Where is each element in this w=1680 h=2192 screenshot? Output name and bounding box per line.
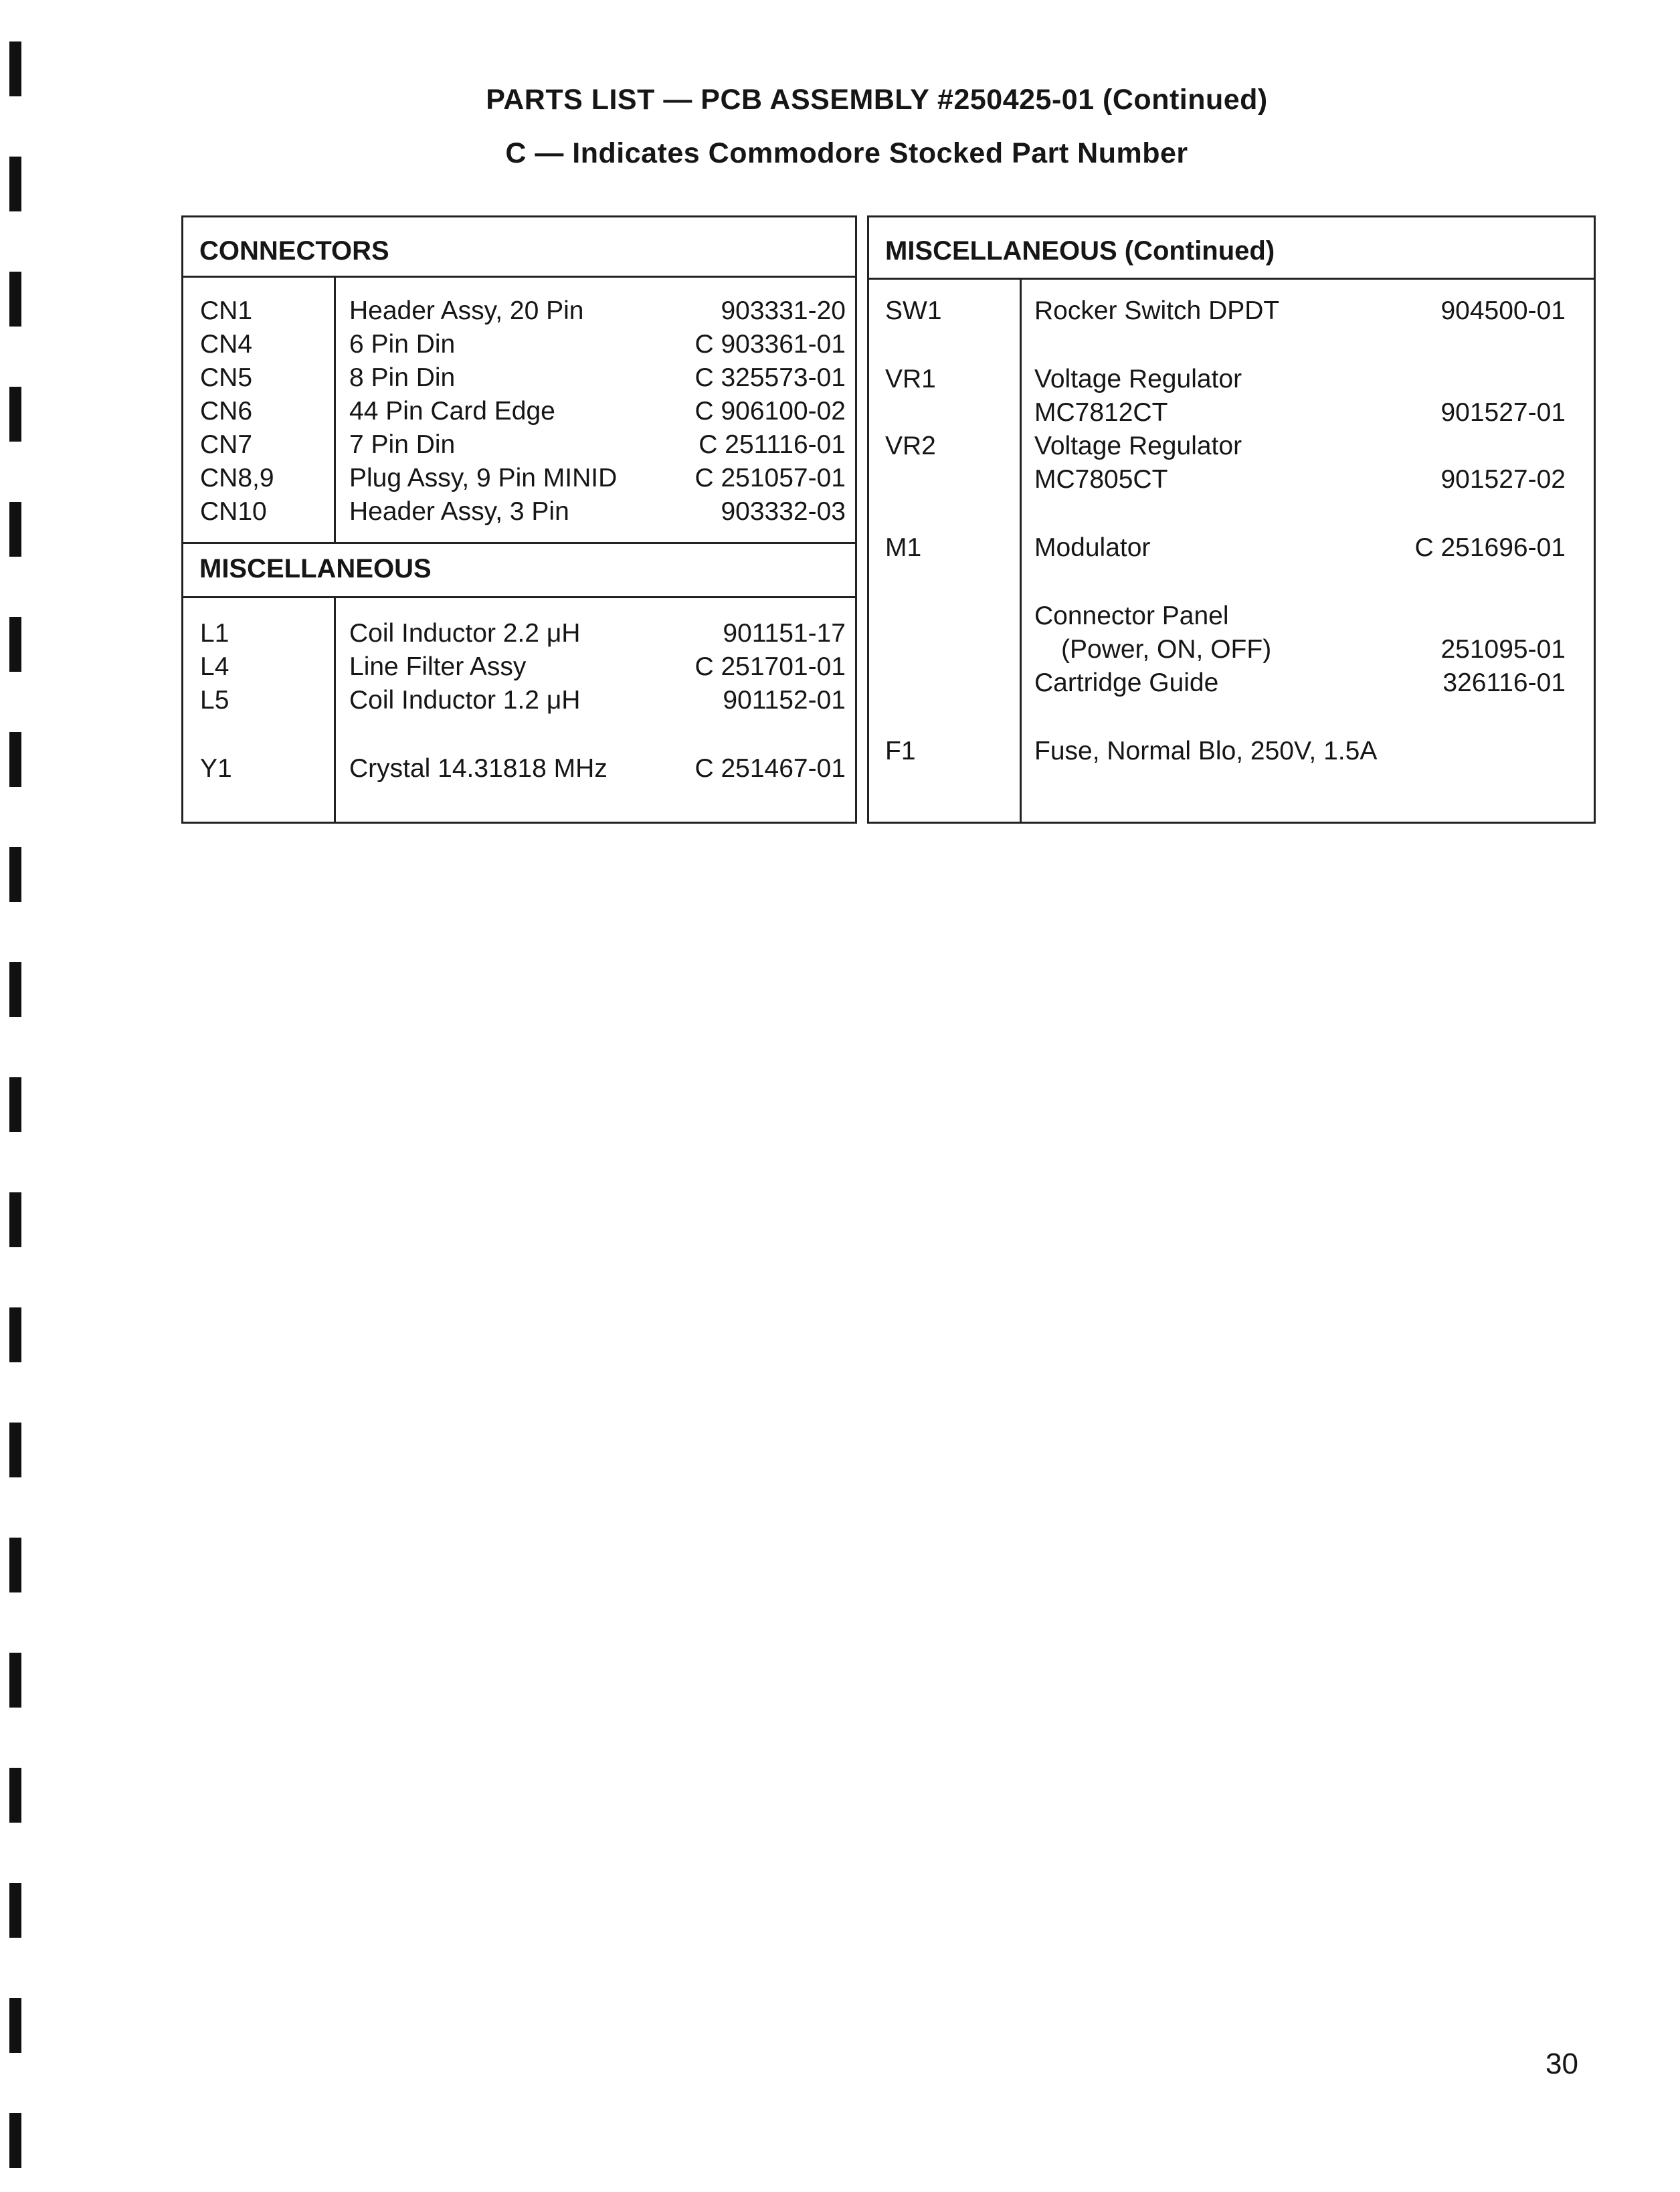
binding-hole	[9, 502, 21, 557]
binding-hole	[9, 847, 21, 902]
table-row	[183, 617, 855, 650]
binding-hole	[9, 1307, 21, 1362]
part-description: MC7812CT	[1034, 398, 1168, 427]
ref-designator: CN8,9	[200, 464, 274, 492]
ref-designator: CN7	[200, 430, 253, 459]
part-number: C 903361-01	[694, 330, 846, 359]
ref-designator: L5	[200, 686, 229, 715]
binding-hole	[9, 1883, 21, 1938]
table-row	[183, 462, 855, 495]
divider	[869, 278, 1594, 280]
table-row	[183, 752, 855, 786]
part-description: 8 Pin Din	[349, 363, 456, 392]
part-number: C 251696-01	[1414, 533, 1566, 562]
binding-hole	[9, 272, 21, 327]
ref-designator: CN4	[200, 330, 253, 359]
part-number: 326116-01	[1442, 668, 1566, 697]
table-row	[183, 294, 855, 328]
part-number: C 251467-01	[694, 754, 846, 783]
part-description: 6 Pin Din	[349, 330, 456, 359]
part-description: Header Assy, 3 Pin	[349, 497, 569, 526]
table-row	[869, 463, 1594, 496]
table-row	[869, 600, 1594, 633]
ref-designator: F1	[885, 737, 916, 765]
binding-hole	[9, 1192, 21, 1247]
ref-designator: VR1	[885, 365, 936, 393]
part-number: 901152-01	[723, 686, 846, 715]
binding-hole	[9, 1653, 21, 1708]
part-description: Voltage Regulator	[1034, 365, 1242, 393]
table-row	[869, 666, 1594, 700]
part-number: C 251057-01	[694, 464, 846, 492]
ref-designator: SW1	[885, 296, 942, 325]
part-description: Coil Inductor 1.2 μH	[349, 686, 581, 715]
ref-designator: VR2	[885, 432, 936, 460]
ref-designator: M1	[885, 533, 922, 562]
table-row	[869, 396, 1594, 430]
ref-designator: Y1	[200, 754, 232, 783]
part-description: Modulator	[1034, 533, 1151, 562]
part-number: C 251116-01	[698, 430, 846, 459]
table-row	[869, 633, 1594, 666]
part-description: 7 Pin Din	[349, 430, 456, 459]
part-number: 904500-01	[1440, 296, 1566, 325]
ref-designator: L4	[200, 652, 229, 681]
part-description: Cartridge Guide	[1034, 668, 1219, 697]
binding-hole	[9, 1077, 21, 1132]
ref-designator: CN10	[200, 497, 267, 526]
table-row	[869, 363, 1594, 396]
part-number: 903331-20	[721, 296, 846, 325]
table-row	[183, 395, 855, 428]
divider	[183, 596, 855, 598]
page-title: PARTS LIST — PCB ASSEMBLY #250425-01 (Continued)	[486, 84, 1268, 116]
connectors-table	[181, 215, 857, 824]
part-description: Plug Assy, 9 Pin MINID	[349, 464, 618, 492]
part-description: Line Filter Assy	[349, 652, 527, 681]
part-number: C 251701-01	[694, 652, 846, 681]
part-description: (Power, ON, OFF)	[1061, 635, 1272, 664]
divider	[183, 276, 855, 278]
table-row	[183, 495, 855, 529]
binding-hole	[9, 1768, 21, 1823]
part-description: Coil Inductor 2.2 μH	[349, 619, 581, 648]
part-number: C 325573-01	[694, 363, 846, 392]
table-row	[869, 531, 1594, 565]
ref-designator: L1	[200, 619, 229, 648]
binding-hole	[9, 1998, 21, 2053]
table-row	[183, 361, 855, 395]
divider	[183, 542, 855, 544]
binding-hole	[9, 41, 21, 96]
part-description: Header Assy, 20 Pin	[349, 296, 584, 325]
part-number: 903332-03	[721, 497, 846, 526]
binding-hole	[9, 387, 21, 442]
ref-designator: CN6	[200, 397, 253, 426]
binding-hole	[9, 617, 21, 672]
part-number: 901527-02	[1440, 465, 1566, 494]
table-row	[183, 428, 855, 462]
part-number: C 906100-02	[694, 397, 846, 426]
ref-designator: CN5	[200, 363, 253, 392]
binding-hole	[9, 1423, 21, 1477]
miscellaneous-continued-table	[867, 215, 1596, 824]
table-row	[869, 294, 1594, 328]
table-row	[183, 328, 855, 361]
part-number: 901527-01	[1440, 398, 1566, 427]
ref-designator: CN1	[200, 296, 253, 325]
part-description: Connector Panel	[1034, 602, 1229, 630]
page-number: 30	[1546, 2047, 1578, 2080]
binding-hole	[9, 1538, 21, 1592]
binding-hole	[9, 962, 21, 1017]
part-description: 44 Pin Card Edge	[349, 397, 555, 426]
connectors-heading: CONNECTORS	[199, 236, 389, 266]
binding-hole	[9, 732, 21, 787]
part-number: 251095-01	[1440, 635, 1566, 664]
part-description: Rocker Switch DPDT	[1034, 296, 1280, 325]
table-row	[869, 430, 1594, 463]
table-row	[183, 684, 855, 717]
part-description: Voltage Regulator	[1034, 432, 1242, 460]
part-description: Fuse, Normal Blo, 250V, 1.5A	[1034, 737, 1378, 765]
part-description: Crystal 14.31818 MHz	[349, 754, 608, 783]
table-row	[869, 735, 1594, 768]
part-description: MC7805CT	[1034, 465, 1168, 494]
table-row	[183, 650, 855, 684]
miscellaneous-continued-heading: MISCELLANEOUS (Continued)	[885, 236, 1275, 266]
page-subtitle: C — Indicates Commodore Stocked Part Number	[505, 137, 1188, 169]
binding-hole	[9, 2113, 21, 2168]
part-number: 901151-17	[723, 619, 846, 648]
miscellaneous-heading: MISCELLANEOUS	[199, 554, 432, 583]
